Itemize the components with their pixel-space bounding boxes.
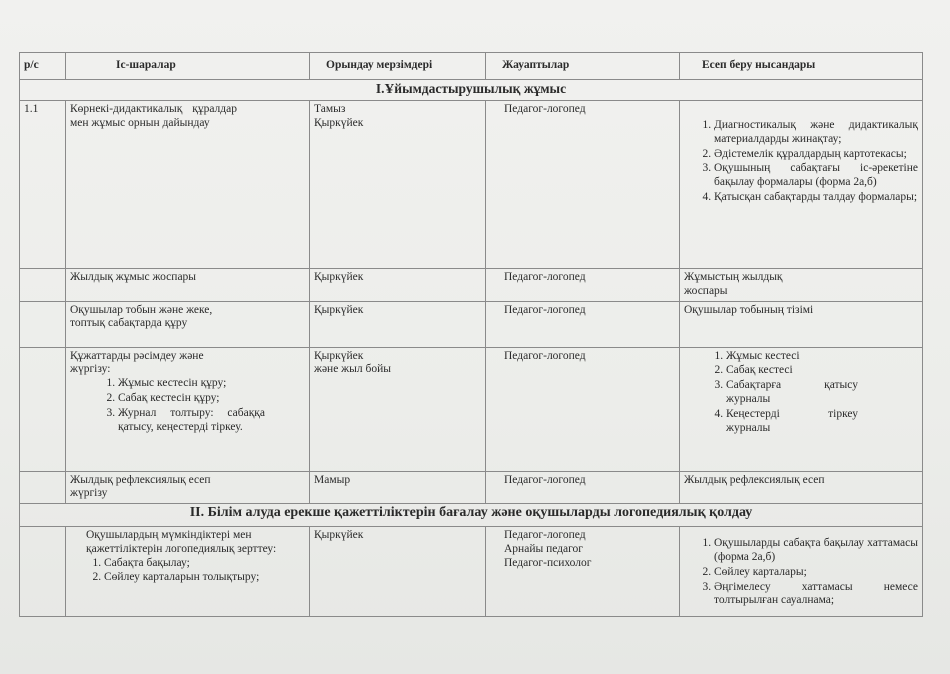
activity-cell: Жылдық жұмыс жоспары [66, 269, 310, 302]
list-item: 3. Әңгімелесу хаттамасы немесе толтырылған сауалнама; [714, 581, 918, 609]
report-cell [680, 527, 923, 617]
header-report: Есеп беру нысандары [680, 53, 923, 80]
activity-cell [66, 347, 310, 471]
table-row [20, 101, 923, 269]
table-row [20, 471, 923, 504]
responsible-line: Арнайы педагог [504, 542, 584, 555]
list-item: 2. Сабақ кестесі [726, 364, 858, 378]
table-row [20, 301, 923, 347]
report-list [684, 119, 918, 205]
list-item: 1. Жұмыс кестесін құру; [118, 377, 265, 391]
list-item: 1. Оқушыларды сабақта бақылау хаттамасы (форма 2а,б) [714, 537, 918, 565]
work-plan-table [19, 52, 923, 617]
report-list [684, 350, 918, 436]
deadline-cell [310, 347, 486, 471]
list-item: 2. Сөйлеу карталарын толықтыру; [104, 571, 305, 585]
deadline-line: Тамыз [314, 103, 346, 115]
report-cell [680, 347, 923, 471]
responsible-cell: Педагог-логопед [486, 301, 680, 347]
list-item: 4. Кеңестерді тіркеу журналы [726, 408, 858, 436]
section-1-title: І.Ұйымдастырушылық жұмыс [20, 80, 923, 101]
list-item: 3. Журнал толтыру: сабаққа қатысу, кеңестерді тіркеу. [118, 407, 265, 435]
table-header-row [20, 53, 923, 80]
deadline-line: Қыркүйек [314, 116, 364, 129]
responsible-cell: Педагог-логопед [486, 471, 680, 504]
header-responsible: Жауаптылар [486, 53, 680, 80]
section-2-title-row [20, 504, 923, 527]
report-cell: Жұмыстың жылдық жоспары [680, 269, 923, 302]
responsible-cell: Педагог-логопед [486, 347, 680, 471]
report-cell: Жылдық рефлексиялық есеп [680, 471, 923, 504]
deadline-cell: Қыркүйек [310, 301, 486, 347]
header-deadline: Орындау мерзімдері [310, 53, 486, 80]
list-item: 1. Жұмыс кестесі [726, 350, 858, 364]
activity-cell: Жылдық рефлексиялық есеп жүргізу [66, 471, 310, 504]
responsible-line: Педагог-логопед [504, 529, 586, 542]
section-1-title-row [20, 80, 923, 101]
responsible-line: Педагог-психолог [504, 556, 592, 569]
report-list [684, 537, 918, 608]
activity-list [70, 377, 305, 434]
deadline-cell [310, 101, 486, 269]
list-item: 1. Сабақта бақылау; [104, 557, 305, 571]
section-2-title: ІІ. Білім алуда ерекше қажеттіліктерін бағалау және оқушыларды логопедиялық қолдау [20, 504, 923, 527]
activity-text: Оқушылардың мүмкіндіктері мен қажеттіліктерін логопедиялық зерттеу: [86, 529, 277, 555]
activity-cell: Оқушылар тобын және жеке, топтық сабақтарда құру [66, 301, 310, 347]
list-item: 1. Диагностикалық және дидактикалық материалдарды жинақтау; [714, 119, 918, 147]
list-item: 3. Оқушының сабақтағы іс-әрекетіне бақылау формалары (форма 2а,б) [714, 162, 918, 190]
list-item: 3. Сабақтарға қатысу журналы [726, 379, 858, 407]
report-cell: Оқушылар тобының тізімі [680, 301, 923, 347]
list-item: 2. Сабақ кестесін құру; [118, 392, 265, 406]
activity-list [86, 557, 305, 585]
list-item: 2. Сөйлеу карталары; [714, 566, 918, 580]
deadline-line: және жыл бойы [314, 363, 391, 376]
header-activity: Іс-шаралар [66, 53, 310, 80]
responsible-cell: Педагог-логопед [486, 101, 680, 269]
table-row [20, 347, 923, 471]
row-no: 1.1 [20, 101, 66, 269]
report-cell [680, 101, 923, 269]
table-row [20, 527, 923, 617]
activity-text: Құжаттарды рәсімдеу және жүргізу: [70, 349, 204, 376]
responsible-cell: Педагог-логопед [486, 269, 680, 302]
table-row [20, 269, 923, 302]
deadline-cell: Қыркүйек [310, 269, 486, 302]
responsible-cell [486, 527, 680, 617]
activity-cell [66, 527, 310, 617]
deadline-line: Қыркүйек [314, 349, 364, 362]
deadline-cell: Мамыр [310, 471, 486, 504]
header-no: р/с [20, 53, 66, 80]
activity-cell: Көрнекі-дидактикалық құралдар мен жұмыс орнын дайындау [66, 101, 310, 269]
list-item: 4. Қатысқан сабақтарды талдау формалары; [714, 191, 918, 205]
list-item: 2. Әдістемелік құралдардың картотекасы; [714, 148, 918, 162]
deadline-cell: Қыркүйек [310, 527, 486, 617]
